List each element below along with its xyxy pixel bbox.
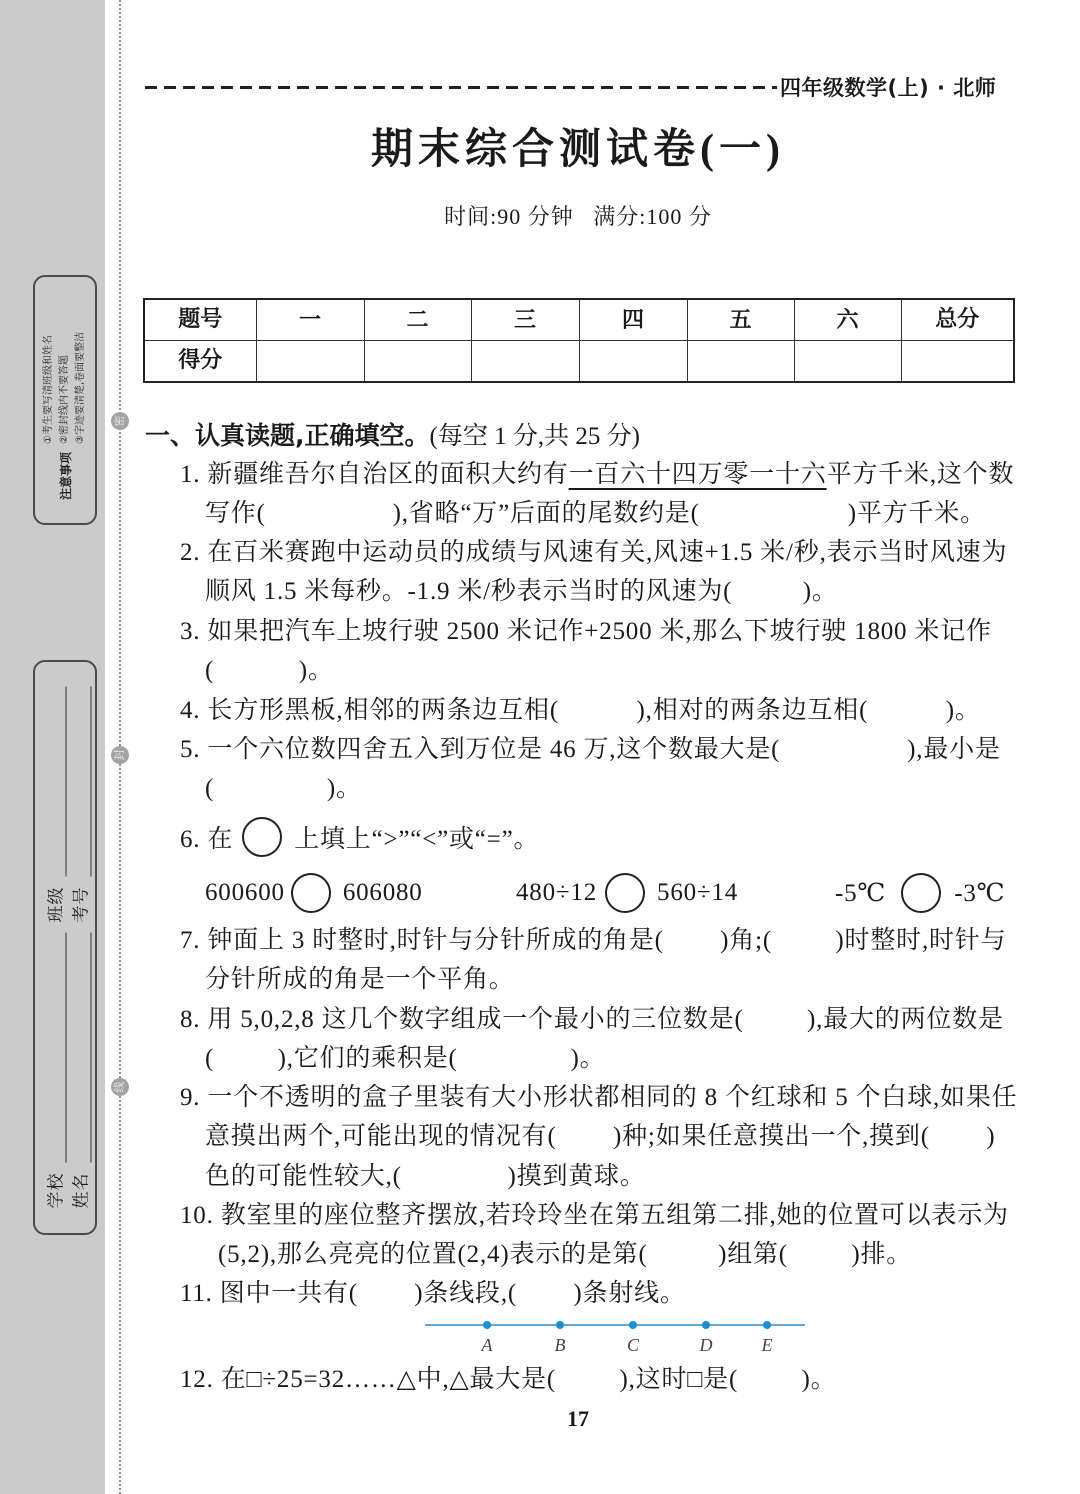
question-8-line-1: 8. 用 5,0,2,8 这几个数字组成一个最小的三位数是( ),最大的两位数是 [180,1006,1004,1033]
question-8-line-2: ( ),它们的乘积是( )。 [205,1045,606,1072]
binding-mark [111,746,129,764]
score-cell [471,341,579,383]
score-cell [256,341,364,383]
comparison-circle [605,873,645,913]
exam-number-underline [90,686,91,876]
question-6-prompt-start: 6. 在 [180,826,234,853]
notice-content [35,277,95,523]
school-label: 学校 [46,1172,65,1208]
student-info-box [33,660,97,1235]
notice-list [41,332,89,444]
score-cell [579,341,687,383]
question-6-prompt [180,817,539,857]
question-1-text-end: 平方千米,这个数 [826,461,1015,488]
student-info-content [35,662,95,1233]
question-12-line-1: 12. 在□÷25=32……△中,△最大是( ),这时□是( )。 [180,1366,837,1393]
page-number: 17 [567,1406,589,1431]
header-cell-part-6: 六 [794,299,901,341]
question-1-underlined-number: 一百六十四万零一十六 [568,461,827,488]
notice-item: ③字迹要清楚,卷面要整洁 [75,331,86,444]
question-11-line-1: 11. 图中一共有( )条线段,( )条射线。 [180,1280,686,1307]
point-a [483,1321,491,1329]
question-2-line-1: 2. 在百米赛跑中运动员的成绩与风速有关,风速+1.5 米/秒,表示当时风速为 [180,539,1008,566]
binding-mark-char: 线 [113,1081,126,1093]
question-9-line-3: 色的可能性较大,( )摸到黄球。 [205,1163,646,1190]
comparison-circle [901,873,941,913]
score-cell [364,341,471,383]
header-cell-part-1: 一 [256,299,364,341]
comparison-left: -5℃ [835,880,887,907]
score-cell [687,341,794,383]
section-1-heading [145,421,640,451]
score-cell [901,341,1014,383]
student-info-row [66,676,91,1208]
comparison-left: 480÷12 [516,879,598,906]
question-3-line-1: 3. 如果把汽车上坡行驶 2500 米记作+2500 米,那么下坡行驶 1800 米记作 [180,618,992,645]
notice-box [33,275,97,525]
question-3-line-2: ( )。 [205,657,334,684]
question-2-line-2: 顺风 1.5 米每秒。-1.9 米/秒表示当时的风速为( )。 [205,578,838,605]
question-5-line-2: ( )。 [205,775,362,802]
section-1-title: 一、认真读题,正确填空。 [145,421,430,450]
question-10-line-1: 10. 教室里的座位整齐摆放,若玲玲坐在第五组第二排,她的位置可以表示为 [180,1202,1009,1229]
question-1-line-2: 写作( ),省略“万”后面的尾数约是( )平方千米。 [205,500,986,527]
point-c [629,1321,637,1329]
question-1-line-1 [180,460,1014,490]
score-table-header-row [144,299,1014,341]
question-4-line-1: 4. 长方形黑板,相邻的两条边互相( ),相对的两条边互相( )。 [180,697,981,724]
comparison-right: -3℃ [954,880,1006,907]
score-cell [794,341,901,383]
question-7-line-2: 分针所成的角是一个平角。 [205,966,515,993]
question-6-prompt-end: 上填上“>”“<”或“=”。 [294,826,540,853]
comparison-item [835,873,1005,913]
point-label-b: B [554,1335,566,1355]
answer-circle [242,817,282,857]
point-label-a: A [481,1335,493,1355]
question-10-line-2: (5,2),那么亮亮的位置(2,4)表示的是第( )组第( )排。 [218,1241,913,1268]
header-cell-part-4: 四 [579,299,687,341]
comparison-right: 606080 [342,879,423,906]
comparison-left: 600600 [205,879,285,906]
page-title: 期末综合测试卷(一) [371,127,785,173]
header-dashed-rule [145,86,777,89]
score-table [143,298,1015,383]
student-info-row [41,676,66,1208]
point-d [702,1321,710,1329]
comparison-item [516,873,738,913]
point-label-e: E [761,1335,773,1355]
class-label: 班级 [46,886,65,922]
exam-time-and-score: 时间:90 分钟 满分:100 分 [444,204,712,229]
notice-label: 注意事项 [58,451,73,500]
exam-number-label: 考号 [71,886,90,922]
question-7-line-1: 7. 钟面上 3 时整时,时针与分针所成的角是( )角;( )时整时,时针与 [180,927,1007,954]
binding-mark [111,412,129,430]
point-label-d: D [699,1335,713,1355]
question-1-text-start: 1. 新疆维吾尔自治区的面积大约有 [180,461,569,488]
point-e [763,1321,771,1329]
header-cell-total: 总分 [901,299,1014,341]
header-cell-part-2: 二 [364,299,471,341]
score-row-label: 得分 [144,341,256,383]
point-b [556,1321,564,1329]
name-underline [90,932,91,1162]
point-label-c: C [626,1335,640,1355]
question-9-line-2: 意摸出两个,可能出现的情况有( )种;如果任意摸出一个,摸到( ) [205,1123,996,1150]
binding-mark-char: 封 [113,749,126,761]
series-label: 四年级数学(上) · 北师 [780,76,997,100]
score-table-score-row [144,341,1014,383]
notice-item: ①考生要写清班级和姓名 [43,335,54,444]
comparison-circle [291,873,331,913]
comparison-item [205,873,423,913]
header-cell-question-number: 题号 [144,299,256,341]
header-cell-part-3: 三 [471,299,579,341]
section-1-points: (每空 1 分,共 25 分) [429,423,640,450]
comparison-right: 560÷14 [657,879,739,906]
number-line-figure [420,1310,815,1358]
header-cell-part-5: 五 [687,299,794,341]
question-5-line-1: 5. 一个六位数四舍五入到万位是 46 万,这个数最大是( ),最小是 [180,736,1001,763]
name-label: 姓名 [71,1172,90,1208]
question-9-line-1: 9. 一个不透明的盒子里装有大小形状都相同的 8 个红球和 5 个白球,如果任 [180,1084,1018,1111]
notice-item: ②密封线内不要答题 [59,355,70,444]
binding-mark-char: 密 [113,415,126,427]
binding-mark [111,1078,129,1096]
